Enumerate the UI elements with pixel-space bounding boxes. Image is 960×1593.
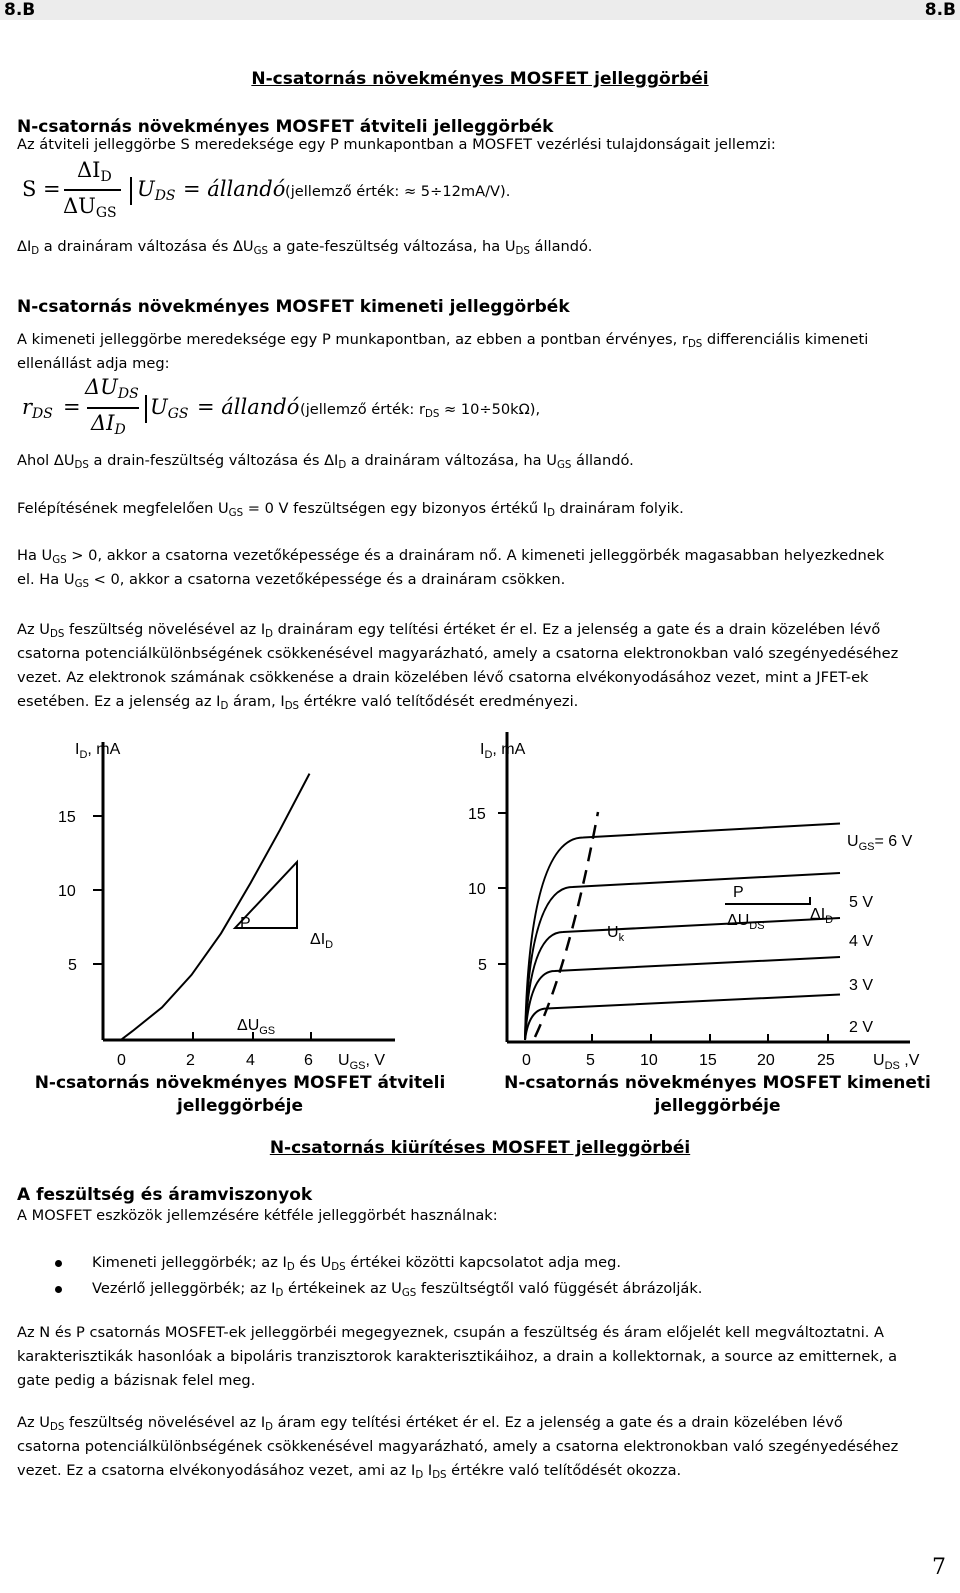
y-tick-label-10: 10 [58,883,76,900]
formula-rds-lhs: $r_{DS}$ [22,395,53,423]
formula-rds-eq: = [63,395,81,419]
section-intro-voltage: A MOSFET eszközök jellemzésére kétféle jelleggörbét használnak: [17,1207,498,1224]
bullet-icon [55,1286,62,1293]
formula-rds-den: $\Delta I_D$ [91,411,126,439]
page-number: 7 [932,1555,946,1580]
series-label-3v: 3 V [849,977,874,994]
section-heading-output: N-csatornás növekményes MOSFET kimeneti jelleggörbék [17,297,570,317]
output-curve-5 [525,995,840,1041]
x-tick-label-10: 10 [640,1052,658,1069]
delta-ugs-label: $\Delta U_{GS}$ [237,1017,276,1037]
formula-eq: = állandó [183,177,286,201]
y-tick-label-10: 10 [468,881,486,898]
series-label-4v: 4 V [849,933,874,950]
x-tick-label-5: 5 [586,1052,595,1069]
page-header [0,0,960,20]
series-label-6v: $U_{GS}= 6$ V [847,833,913,853]
x-tick-label-2: 2 [186,1052,195,1069]
output-curve-3 [525,918,840,1040]
formula-rds-eq2: = állandó [197,395,300,419]
header-left: 8.B [4,0,36,20]
x-tick-label-0: 0 [117,1052,126,1069]
point-p-label: P [733,884,744,901]
x-tick-label-15: 15 [699,1052,717,1069]
formula-rds-num: $\Delta U_{DS}$ [85,375,139,403]
y-axis-label: $I_D$, mA [480,741,526,761]
list-item: Vezérlő jelleggörbék; az $I_D$ értékeinek az $U_{GS}$ feszültségtől való függését ábrázolják. [17,1276,702,1302]
point-p-label: P [240,915,251,932]
output-curve-4 [525,957,840,1040]
caption-transfer: N-csatornás növekményes MOSFET átviteli jelleggörbéje [34,1073,446,1116]
main-title: N-csatornás növekményes MOSFET jelleggörbéi [251,69,709,89]
section-intro-output: A kimeneti jelleggörbe meredeksége egy P munkapontban, az ebben a pontban érvényes, $r_{DS}$ differenciális kimeneti ellenállást adja meg: [17,331,869,372]
formula-num: $\Delta I_D$ [77,158,112,186]
header-right: 8.B [924,0,956,20]
series-label-5v: 5 V [849,894,874,911]
transfer-characteristic-chart [25,732,425,1072]
y-tick-label-5: 5 [478,957,487,974]
output-p3: Ha $U_{GS} > 0$, akkor a csatorna vezetőképessége és a drainára​m nő. A kimeneti jelleggörbék magasabban helyezkednek el. Ha $U_{GS} < 0$, akkor a csatorna vezetőképessége és a drainára​m csökken. [17,547,885,591]
formula-rds [0,375,700,448]
list-item: Kimeneti jelleggörbék; az $I_D$ és $U_{DS}$ értékei közötti kapcsolatot adja meg. [17,1250,702,1276]
output-curves [525,824,840,1041]
x-tick-label-25: 25 [817,1052,835,1069]
characteristic-list [17,1250,702,1302]
fraction-bar [87,407,139,409]
output-curve-2 [525,873,840,1040]
formula-den: $\Delta U_{GS}$ [63,194,117,222]
voltage-p1: Az N és P csatornás MOSFET-ek jelleggörbéi megegyeznek, csupán a feszültség és áram előjelét kell megváltoztatni. A karakterisztikák hasonlóak a bipoláris tranzisztorok karakterisztikáihoz, a drain a kollektornak, a source az emitternek, a gate pedig a bázisnak felel meg. [17,1324,898,1389]
uk-label: $U_k$ [607,924,625,944]
delta-uds-label: $\Delta U_{DS}$ [727,912,765,932]
y-tick-label-5: 5 [68,957,77,974]
series-label-2v: 2 V [849,1019,874,1036]
output-p4: Az $U_{DS}$ feszültség növelésével az $I_D$ drainára​m egy telítési értéket ér el. Ez a jelenség a gate és a drain közelében lévő csatorna potenciálkülönbségének csökkenésével magyarázható, amely a csatorna elektronokban való szegényedéséhez vezet. Az elektronok számának csökkenése a drain közelében lévő csatorna elvékonyodásához vezet, mint a JFET-ek esetében. Ez a jelenség az $I_D$ áram, $I_{DS}$ értékre való telítődését eredményezi. [17,621,899,713]
section-heading-transfer: N-csatornás növekményes MOSFET átviteli jelleggörbék [17,117,554,137]
x-tick-label-6: 6 [304,1052,313,1069]
pinch-off-boundary [535,812,598,1037]
condition-bar [145,395,147,423]
output-p1: Ahol $\Delta U_{DS}$ a drain-feszültség változása és $\Delta I_D$ a drainára​m változása, ha $U_{GS}$ állandó. [17,452,634,472]
y-axis-label: $I_D$, mA [75,741,121,761]
bullet-icon [55,1260,62,1267]
formula-note: (jellemző érték: ≈ 5÷12mA/V). [285,183,511,200]
caption-output: N-csatornás növekményes MOSFET kimeneti jelleggörbéje [504,1073,931,1116]
delta-id-label: $\Delta I_D$ [310,931,334,951]
voltage-p2: Az $U_{DS}$ feszültség növelésével az $I_D$ áram egy telítési értéket ér el. Ez a jelenség a gate és a drain közelében lévő csatorna potenciálkülönbségének csökkenésével magyarázható, amely a csatorna elektronokban való szegényedéséhez vezet. Ez a csatorna elvékonyodásához vezet, ami az $I_D$ $I_{DS}$ értékre való telítődését okozza. [17,1414,899,1482]
section-intro-transfer: Az átviteli jelleggörbe S meredeksége egy P munkapontban a MOSFET vezérlési tulajdonságait jellemzi: [17,136,776,153]
x-tick-label-4: 4 [246,1052,255,1069]
x-axis-label: $U_{GS}$, V [338,1052,386,1072]
section-heading-voltage: A feszültség és áramviszonyok [17,1185,313,1205]
transfer-curve [121,774,310,1040]
fraction-bar [64,189,121,191]
formula-cond: $U_{DS}$ [137,177,176,205]
depletion-title: N-csatornás kiürítéses MOSFET jelleggörbéi [269,1138,691,1158]
x-tick-label-0: 0 [522,1052,531,1069]
y-tick-label-15: 15 [468,806,486,823]
condition-bar [130,177,132,205]
formula-s [0,160,700,230]
delta-id-label: $\Delta I_D$ [810,906,834,926]
output-p2: Felépítésének megfelelően $U_{GS} = 0$ V feszültségen egy bizonyos értékű $I_D$ drainára​m folyik. [17,500,684,520]
formula-rds-cond: $U_{GS}$ [150,395,189,423]
output-characteristic-chart [470,732,940,1072]
y-tick-label-15: 15 [58,809,76,826]
x-tick-label-20: 20 [757,1052,775,1069]
section-explain-transfer: $\Delta I_D$ a drainára​m változása és $\Delta U_{GS}$ a gate-feszültség változása, ha $U_{DS}$ állandó. [17,238,593,258]
formula-lhs: S = [22,177,61,201]
x-axis-label: $U_{DS}$ ,V [873,1052,920,1072]
formula-rds-note: (jellemző érték: $r_{DS} \approx 10\div 50k\Omega$), [300,401,541,421]
